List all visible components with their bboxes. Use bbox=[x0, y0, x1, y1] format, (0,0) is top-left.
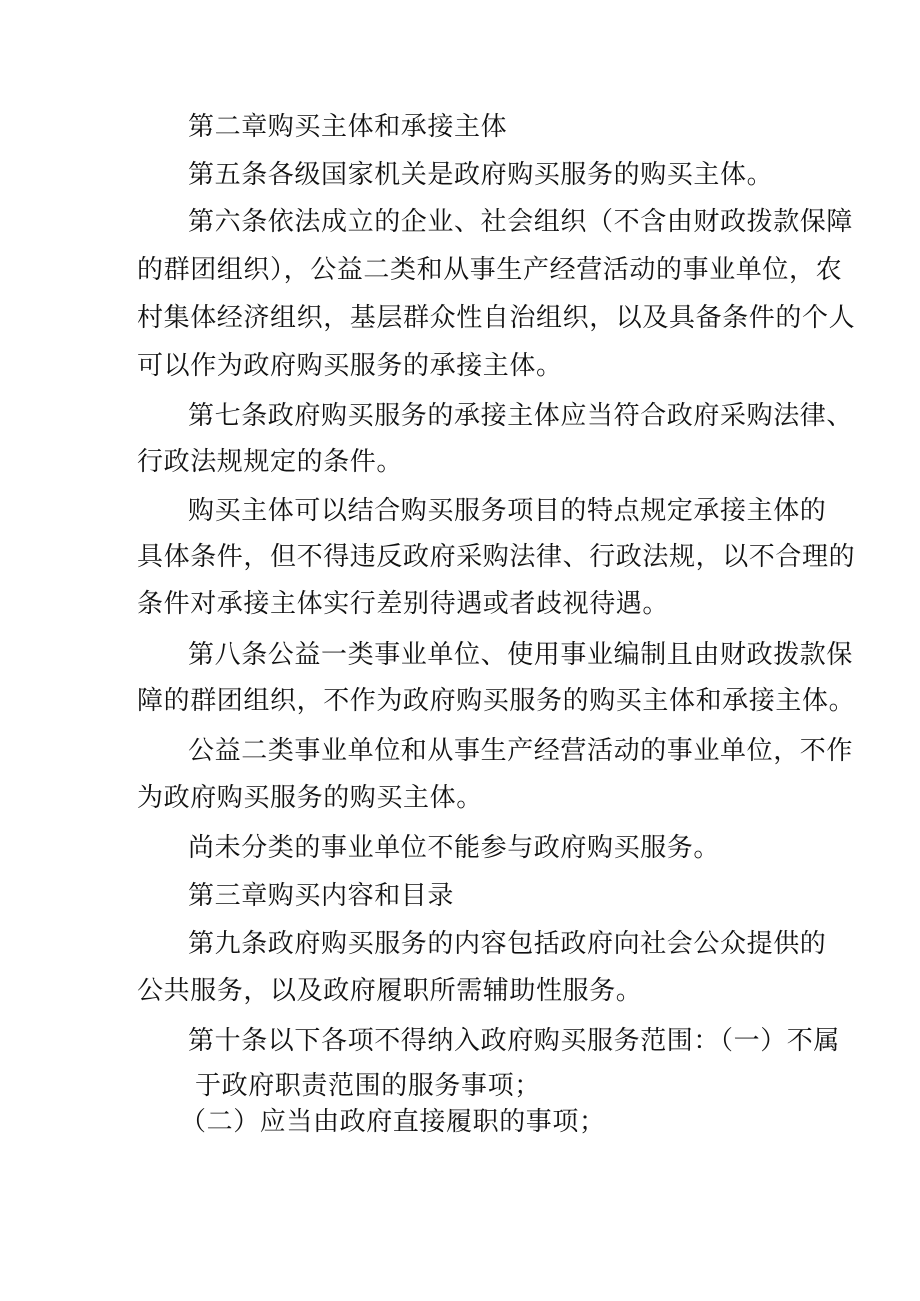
text-line: 尚未分类的事业单位不能参与政府购买服务。 bbox=[188, 833, 721, 863]
text-line: 可以作为政府购买服务的承接主体。 bbox=[137, 351, 563, 381]
text-line: 行政法规规定的条件。 bbox=[137, 447, 404, 477]
text-line: 障的群团组织，不作为政府购买服务的购买主体和承接主体。 bbox=[137, 686, 856, 716]
text-line: 公共服务，以及政府履职所需辅助性服务。 bbox=[137, 976, 643, 1006]
chapter-heading: 第三章购买内容和目录 bbox=[188, 881, 455, 911]
text-line: 具体条件，但不得违反政府采购法律、行政法规，以不合理的 bbox=[137, 542, 856, 572]
text-line: 村集体经济组织，基层群众性自治组织，以及具备条件的个人 bbox=[137, 303, 856, 333]
text-line: 于政府职责范围的服务事项； bbox=[195, 1071, 541, 1101]
text-line: 第十条以下各项不得纳入政府购买服务范围：（一）不属 bbox=[188, 1026, 841, 1056]
text-line: 购买主体可以结合购买服务项目的特点规定承接主体的 bbox=[188, 496, 827, 526]
text-line: 的群团组织），公益二类和从事生产经营活动的事业单位，农 bbox=[137, 255, 843, 285]
text-line: 第六条依法成立的企业、社会组织（不含由财政拨款保障 bbox=[188, 207, 854, 237]
text-line: 为政府购买服务的购买主体。 bbox=[137, 783, 483, 813]
text-line: 公益二类事业单位和从事生产经营活动的事业单位，不作 bbox=[188, 736, 854, 766]
text-line: 第九条政府购买服务的内容包括政府向社会公众提供的 bbox=[188, 929, 827, 959]
text-line: 第七条政府购买服务的承接主体应当符合政府采购法律、 bbox=[188, 401, 854, 431]
text-line: （二）应当由政府直接履职的事项； bbox=[180, 1107, 606, 1137]
text-line: 第八条公益一类事业单位、使用事业编制且由财政拨款保 bbox=[188, 640, 854, 670]
chapter-heading: 第二章购买主体和承接主体 bbox=[188, 112, 508, 142]
text-line: 条件对承接主体实行差别待遇或者歧视待遇。 bbox=[137, 589, 670, 619]
text-line: 第五条各级国家机关是政府购买服务的购买主体。 bbox=[188, 160, 774, 190]
